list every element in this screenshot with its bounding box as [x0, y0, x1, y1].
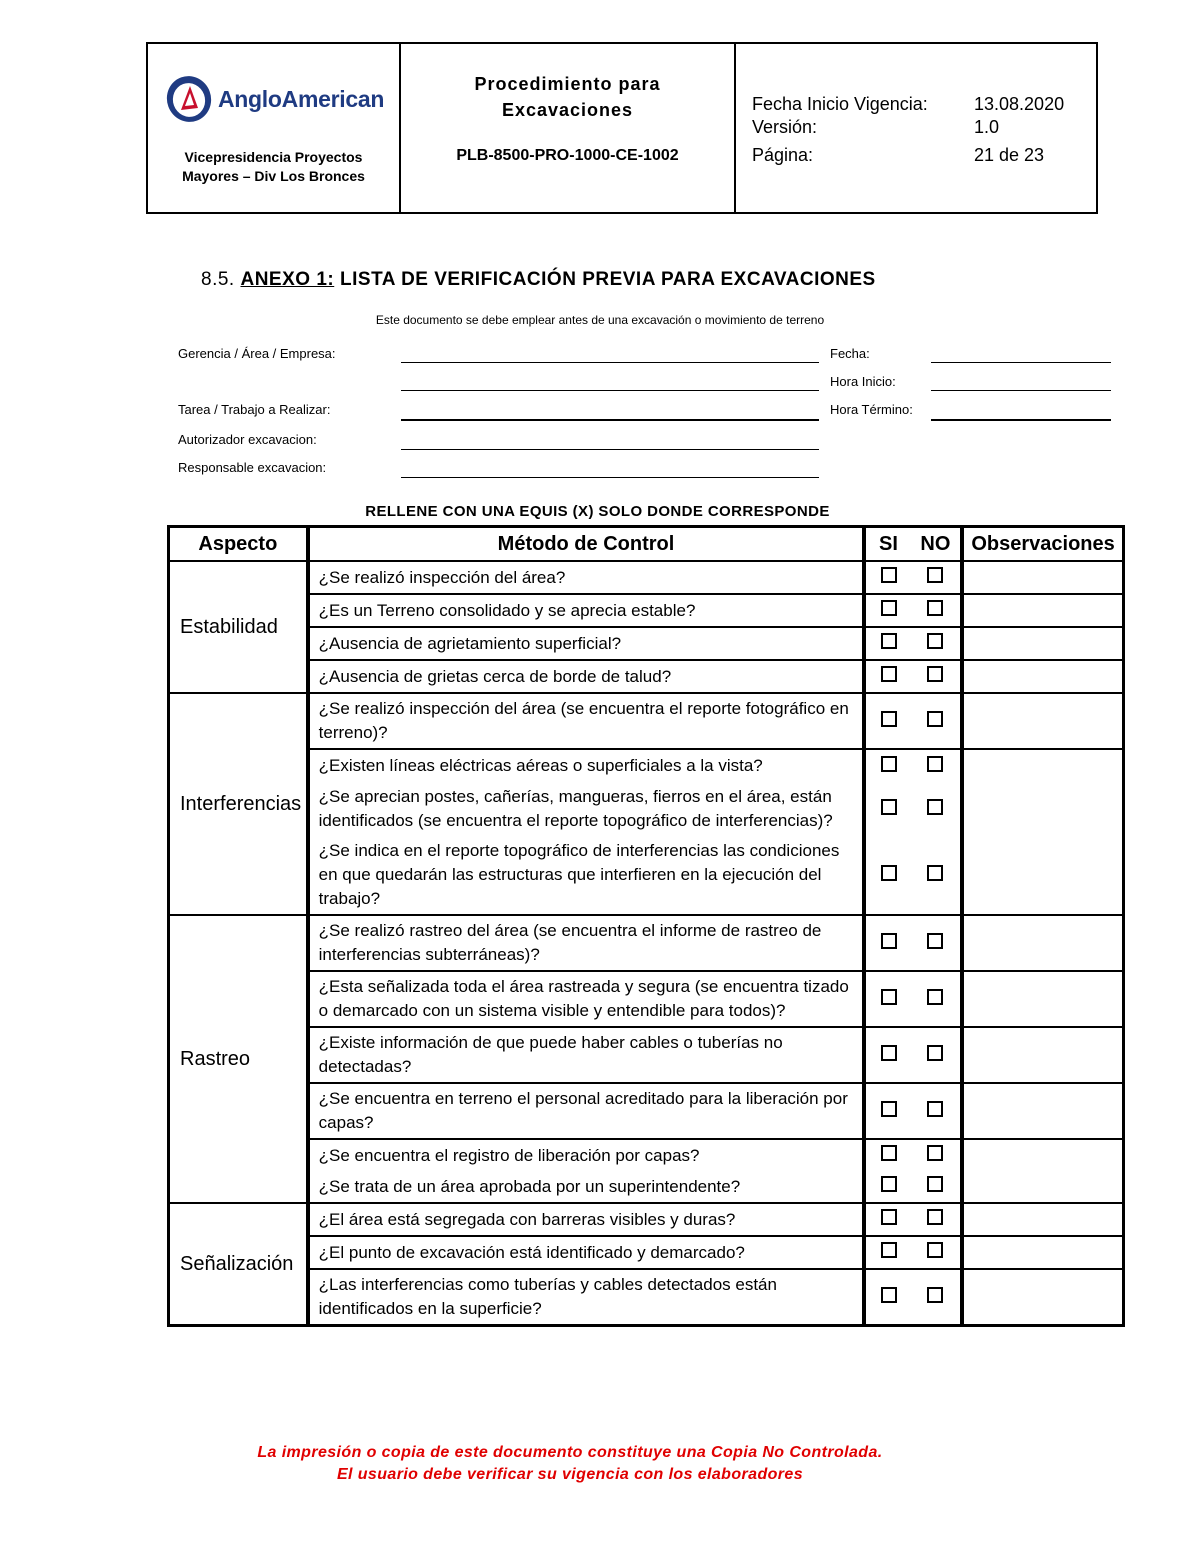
table-row: [169, 749, 1124, 782]
uncontrolled-copy-notice: La impresión o copia de este documento constituye una Copia No Controlada. El usuario debe verificar su vigencia con los elaboradores: [257, 1444, 883, 1483]
observation-cell[interactable]: [962, 660, 1123, 693]
section-subtitle: Este documento se debe emplear antes de una excavación o movimiento de terreno: [375, 313, 825, 327]
question: ¿El punto de excavación está identificado y demarcado?: [308, 1236, 865, 1269]
header-si: SI: [864, 527, 910, 562]
no-checkbox[interactable]: [927, 989, 943, 1005]
header-logo-cell: [148, 44, 401, 212]
observation-cell[interactable]: [962, 561, 1123, 594]
version-label: Versión:: [752, 117, 818, 137]
hora-inicio-label: Hora Inicio:: [830, 374, 896, 389]
section-title: 8.5. ANEXO 1: LISTA DE VERIFICACIÓN PREVIA PARA EXCAVACIONES: [201, 269, 876, 290]
gerencia-label: Gerencia / Área / Empresa:: [178, 346, 336, 361]
table-row: [169, 1203, 1124, 1236]
no-checkbox[interactable]: [927, 600, 943, 616]
question: ¿Ausencia de agrietamiento superficial?: [308, 627, 865, 660]
si-checkbox[interactable]: [881, 711, 897, 727]
no-checkbox[interactable]: [927, 1101, 943, 1117]
table-row: [169, 1083, 1124, 1139]
gerencia-field[interactable]: [401, 362, 819, 363]
observation-cell[interactable]: [962, 1203, 1123, 1236]
no-checkbox[interactable]: [927, 799, 943, 815]
si-checkbox[interactable]: [881, 1145, 897, 1161]
gerencia-field-2[interactable]: [401, 390, 819, 391]
no-checkbox[interactable]: [927, 1145, 943, 1161]
question: ¿Se indica en el reporte topográfico de interferencias las condiciones en que quedarán las estructuras que interfieren en la ejecución del trabajo?: [308, 836, 865, 915]
observation-cell[interactable]: [962, 1027, 1123, 1083]
no-checkbox[interactable]: [927, 666, 943, 682]
observation-cell[interactable]: [962, 1236, 1123, 1269]
tarea-field[interactable]: [401, 419, 819, 421]
question: ¿Se encuentra el registro de liberación por capas?: [308, 1139, 865, 1171]
observation-cell[interactable]: [962, 971, 1123, 1027]
observation-cell[interactable]: [962, 594, 1123, 627]
question: ¿Se encuentra en terreno el personal acreditado para la liberación por capas?: [308, 1083, 865, 1139]
pagina-label: Página:: [752, 145, 814, 165]
table-row: [169, 1269, 1124, 1326]
no-checkbox[interactable]: [927, 633, 943, 649]
question: ¿Existe información de que puede haber cables o tuberías no detectadas?: [308, 1027, 865, 1083]
fill-instruction: RELLENE CON UNA EQUIS (X) SOLO DONDE CORRESPONDE: [365, 503, 830, 520]
autorizador-field[interactable]: [401, 449, 819, 450]
checklist-table: [167, 525, 1125, 1327]
no-checkbox[interactable]: [927, 567, 943, 583]
no-checkbox[interactable]: [927, 1209, 943, 1225]
si-checkbox[interactable]: [881, 799, 897, 815]
header-observaciones: Observaciones: [962, 527, 1123, 562]
hora-inicio-field[interactable]: [931, 390, 1111, 391]
table-row: [169, 594, 1124, 627]
header-aspecto: Aspecto: [169, 527, 308, 562]
observation-cell[interactable]: [962, 627, 1123, 660]
responsable-label: Responsable excavacion:: [178, 460, 327, 475]
si-checkbox[interactable]: [881, 1045, 897, 1061]
anglo-logo-icon: [164, 74, 214, 124]
responsable-field[interactable]: [401, 477, 819, 478]
si-checkbox[interactable]: [881, 933, 897, 949]
question: ¿Esta señalizada toda el área rastreada y segura (se encuentra tizado o demarcado con un sistema visible y entendible para todos)?: [308, 971, 865, 1027]
no-checkbox[interactable]: [927, 711, 943, 727]
autorizador-label: Autorizador excavacion:: [178, 432, 317, 447]
aspect-estabilidad: Estabilidad: [169, 561, 308, 693]
no-checkbox[interactable]: [927, 1242, 943, 1258]
no-checkbox[interactable]: [927, 1045, 943, 1061]
table-row: [169, 660, 1124, 693]
question: ¿Se realizó inspección del área (se encuentra el reporte fotográfico en terreno)?: [308, 693, 865, 749]
question: ¿Se aprecian postes, cañerías, mangueras, fierros en el área, están identificados (se encuentra el reporte topográfico de interferencias)?: [308, 782, 865, 836]
pagina-value: 21 de 23: [974, 145, 1045, 165]
observation-cell[interactable]: [962, 693, 1123, 749]
observation-cell[interactable]: [962, 1083, 1123, 1139]
aspect-interferencias: Interferencias: [169, 693, 308, 915]
observation-cell[interactable]: [962, 1139, 1123, 1203]
document-header: [146, 42, 1098, 214]
table-row: [169, 1027, 1124, 1083]
brand-name: AngloAmerican: [218, 85, 385, 112]
observation-cell[interactable]: [962, 1269, 1123, 1326]
aspect-rastreo: Rastreo: [169, 915, 308, 1203]
aspect-senalizacion: Señalización: [169, 1203, 308, 1326]
si-checkbox[interactable]: [881, 865, 897, 881]
header-title-cell: [401, 44, 736, 212]
question: ¿Se realizó rastreo del área (se encuentra el informe de rastreo de interferencias subterráneas)?: [308, 915, 865, 971]
si-checkbox[interactable]: [881, 633, 897, 649]
table-row: [169, 1139, 1124, 1171]
si-checkbox[interactable]: [881, 1101, 897, 1117]
si-checkbox[interactable]: [881, 1176, 897, 1192]
no-checkbox[interactable]: [927, 756, 943, 772]
table-row: [169, 627, 1124, 660]
no-checkbox[interactable]: [927, 865, 943, 881]
observation-cell[interactable]: [962, 915, 1123, 971]
company-logo: [164, 74, 384, 124]
header-meta-cell: [736, 44, 1096, 212]
question: ¿El área está segregada con barreras visibles y duras?: [308, 1203, 865, 1236]
observation-cell[interactable]: [962, 749, 1123, 915]
si-checkbox[interactable]: [881, 1242, 897, 1258]
version-value: 1.0: [974, 117, 1000, 137]
question: ¿Se trata de un área aprobada por un superintendente?: [308, 1171, 865, 1203]
fecha-field[interactable]: [931, 362, 1111, 363]
table-row: [169, 971, 1124, 1027]
si-checkbox[interactable]: [881, 666, 897, 682]
question: ¿Ausencia de grietas cerca de borde de talud?: [308, 660, 865, 693]
fecha-value: 13.08.2020: [974, 94, 1065, 114]
question: ¿Se realizó inspección del área?: [308, 561, 865, 594]
document-code: PLB-8500-PRO-1000-CE-1002: [456, 147, 679, 164]
hora-termino-field[interactable]: [931, 419, 1111, 421]
hora-termino-label: Hora Término:: [830, 402, 913, 417]
fecha-label: Fecha Inicio Vigencia:: [752, 94, 928, 114]
table-row: [169, 561, 1124, 594]
si-checkbox[interactable]: [881, 1209, 897, 1225]
table-header-row: [169, 527, 1124, 562]
question: ¿Las interferencias como tuberías y cables detectados están identificados en la superficie?: [308, 1269, 865, 1326]
table-row: [169, 1236, 1124, 1269]
table-row: [169, 915, 1124, 971]
si-checkbox[interactable]: [881, 989, 897, 1005]
no-checkbox[interactable]: [927, 1287, 943, 1303]
si-checkbox[interactable]: [881, 1287, 897, 1303]
si-checkbox[interactable]: [881, 567, 897, 583]
header-metodo: Método de Control: [308, 527, 865, 562]
si-checkbox[interactable]: [881, 600, 897, 616]
division-text: Vicepresidencia Proyectos Mayores – Div Los Bronces: [182, 149, 365, 184]
tarea-label: Tarea / Trabajo a Realizar:: [178, 402, 331, 417]
header-no: NO: [911, 527, 962, 562]
question: ¿Existen líneas eléctricas aéreas o superficiales a la vista?: [308, 749, 865, 782]
procedure-title: Procedimiento para Excavaciones: [474, 74, 661, 120]
question: ¿Es un Terreno consolidado y se aprecia estable?: [308, 594, 865, 627]
no-checkbox[interactable]: [927, 933, 943, 949]
si-checkbox[interactable]: [881, 756, 897, 772]
table-row: [169, 693, 1124, 749]
no-checkbox[interactable]: [927, 1176, 943, 1192]
fecha-field-label: Fecha:: [830, 346, 870, 361]
